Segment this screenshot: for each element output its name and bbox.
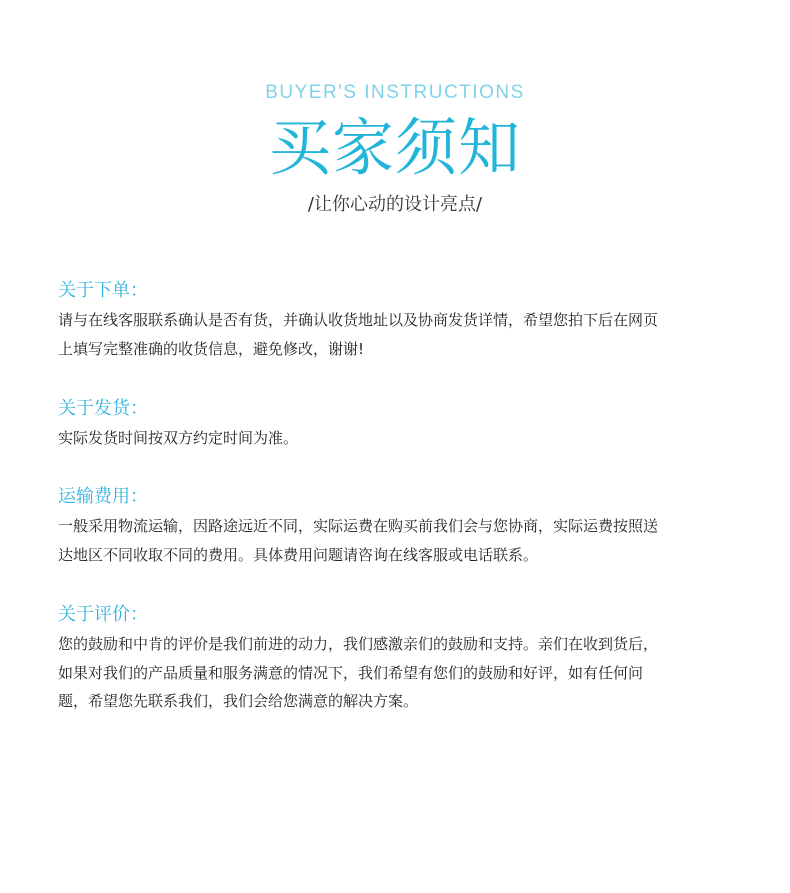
section-title: 关于下单： (58, 280, 148, 301)
section-body (58, 630, 738, 716)
section-shipping (58, 396, 738, 453)
page-title: 买家须知 (268, 111, 521, 184)
body-line: 您的鼓励和中肯的评价是我们前进的动力，我们感激亲们的鼓励和支持。亲们在收到货后， (58, 635, 659, 653)
section-ordering (58, 278, 738, 363)
body-line: 如果对我们的产品质量和服务满意的情况下，我们希望有您们的鼓励和好评，如有任何问 (58, 663, 644, 682)
page-subtitle: /让你心动的设计亮点/ (307, 194, 483, 215)
body-line: 上填写完整准确的收货信息，避免修改，谢谢! (58, 339, 365, 358)
body-line: 达地区不同收取不同的费用。具体费用问题请咨询在线客服或电话联系。 (58, 545, 539, 564)
body-line: 实际发货时间按双方约定时间为准。 (58, 429, 299, 447)
section-title: 关于发货： (58, 398, 148, 419)
section-shipping-cost (58, 484, 738, 569)
body-line: 请与在线客服联系确认是否有货，并确认收货地址以及协商发货详情，希望您拍下后在网页 (58, 311, 659, 329)
section-body (58, 424, 738, 453)
section-body (58, 306, 738, 363)
section-title: 运输费用： (58, 486, 148, 507)
section-body (58, 512, 738, 569)
section-reviews (58, 602, 738, 716)
body-line: 题，希望您先联系我们，我们会给您满意的解决方案。 (58, 692, 419, 710)
section-title: 关于评价： (58, 604, 148, 625)
body-line: 一般采用物流运输，因路途远近不同，实际运费在购买前我们会与您协商，实际运费按照送 (58, 517, 659, 535)
eyebrow-title: BUYER'S INSTRUCTIONS (265, 82, 525, 103)
